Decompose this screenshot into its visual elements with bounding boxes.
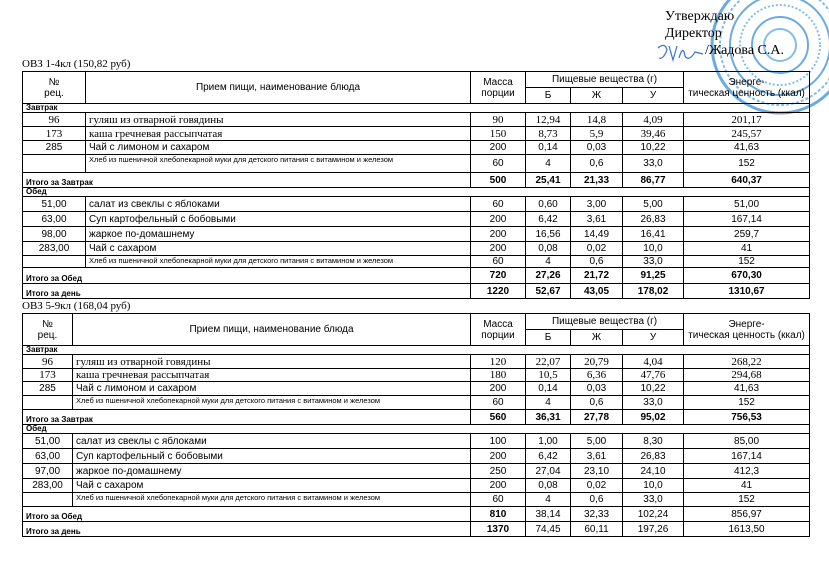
- fat-cell: 0,02: [571, 242, 623, 256]
- carbs-cell: 10,22: [623, 141, 684, 155]
- protein-cell: 27,04: [526, 464, 571, 479]
- section-row: [23, 346, 810, 355]
- day-total-value: 1220: [471, 284, 526, 299]
- total-value: 38,14: [526, 507, 571, 522]
- energy-cell: 259,7: [684, 227, 810, 242]
- menu-table: [22, 313, 810, 537]
- energy-cell: 51,00: [684, 197, 810, 212]
- dish-name-cell: гуляш из отварной говядины: [86, 113, 471, 127]
- table-caption: ОВЗ 1-4кл (150,82 руб): [22, 58, 131, 70]
- energy-cell: 85,00: [684, 434, 810, 449]
- header-mass-line1: Масса: [483, 76, 513, 88]
- energy-cell: 167,14: [684, 449, 810, 464]
- menu-document: [22, 57, 809, 537]
- protein-cell: 8,73: [526, 127, 571, 141]
- dish-name-cell: Хлеб из пшеничной хлебопекарной муки для детского питания с витамином и железом: [86, 155, 471, 173]
- portion-mass-cell: 60: [471, 396, 526, 410]
- day-total-label: Итого за день: [23, 522, 471, 537]
- energy-cell: 41,63: [684, 141, 810, 155]
- carbs-cell: 4,04: [623, 355, 684, 369]
- total-value: 95,02: [623, 410, 684, 425]
- energy-cell: 41: [684, 242, 810, 256]
- fat-cell: 6,36: [571, 369, 623, 382]
- fat-cell: 0,6: [571, 493, 623, 507]
- table-row: [23, 256, 810, 268]
- carbs-cell: 8,30: [623, 434, 684, 449]
- fat-cell: 23,10: [571, 464, 623, 479]
- dish-name-cell: Чай с лимоном и сахаром: [73, 382, 471, 396]
- energy-cell: 294,68: [684, 369, 810, 382]
- header-mass-line2: порции: [481, 87, 515, 99]
- header-nutrients: Пищевые вещества (г): [526, 72, 684, 88]
- table-row: [23, 227, 810, 242]
- dish-name-cell: гуляш из отварной говядины: [73, 355, 471, 369]
- protein-cell: 12,94: [526, 113, 571, 127]
- protein-cell: 1,00: [526, 434, 571, 449]
- portion-mass-cell: 200: [471, 141, 526, 155]
- dish-name-cell: каша гречневая рассыпчатая: [73, 369, 471, 382]
- day-total-row: [23, 284, 810, 299]
- day-total-value: 60,11: [571, 522, 623, 537]
- dish-name-cell: жаркое по-домашнему: [86, 227, 471, 242]
- protein-cell: 22,07: [526, 355, 571, 369]
- section-row: [23, 188, 810, 197]
- fat-cell: 0,6: [571, 396, 623, 410]
- section-title: Обед: [23, 188, 810, 197]
- fat-cell: 3,61: [571, 212, 623, 227]
- header-fat: Ж: [571, 88, 623, 104]
- table-row: [23, 382, 810, 396]
- energy-cell: 167,14: [684, 212, 810, 227]
- carbs-cell: 33,0: [623, 256, 684, 268]
- approval-title: Утверждаю: [665, 9, 735, 24]
- protein-cell: 4: [526, 493, 571, 507]
- day-total-value: 197,26: [623, 522, 684, 537]
- recipe-number-cell: [23, 155, 86, 173]
- fat-cell: 20,79: [571, 355, 623, 369]
- dish-name-cell: Чай с сахаром: [73, 479, 471, 493]
- header-energy-line2: тическая ценность (ккал): [688, 87, 805, 99]
- header-nutrients: Пищевые вещества (г): [526, 314, 684, 330]
- header-mass-line2: порции: [481, 329, 515, 341]
- header-energy-line2: тическая ценность (ккал): [688, 329, 805, 341]
- header-protein: Б: [526, 88, 571, 104]
- total-value: 32,33: [571, 507, 623, 522]
- section-title: Завтрак: [23, 346, 810, 355]
- header-energy-line1: Энерге-: [728, 318, 765, 330]
- dish-name-cell: Хлеб из пшеничной хлебопекарной муки для детского питания с витамином и железом: [73, 396, 471, 410]
- recipe-number-cell: 51,00: [23, 197, 86, 212]
- header-row: [23, 314, 810, 330]
- total-label: Итого за Обед: [23, 507, 471, 522]
- section-row: [23, 104, 810, 113]
- header-row: [23, 72, 810, 88]
- protein-cell: 0,08: [526, 242, 571, 256]
- header-portion-mass: [471, 314, 526, 346]
- dish-name-cell: Суп картофельный с бобовыми: [86, 212, 471, 227]
- protein-cell: 10,5: [526, 369, 571, 382]
- table-row: [23, 464, 810, 479]
- table-row: [23, 355, 810, 369]
- carbs-cell: 33,0: [623, 155, 684, 173]
- day-total-value: 52,67: [526, 284, 571, 299]
- total-row: [23, 410, 810, 425]
- dish-name-cell: Суп картофельный с бобовыми: [73, 449, 471, 464]
- energy-cell: 268,22: [684, 355, 810, 369]
- total-value: 720: [471, 268, 526, 284]
- day-total-row: [23, 522, 810, 537]
- table-row: [23, 493, 810, 507]
- header-portion-mass: [471, 72, 526, 104]
- header-carbs: У: [623, 330, 684, 346]
- fat-cell: 3,00: [571, 197, 623, 212]
- portion-mass-cell: 120: [471, 355, 526, 369]
- carbs-cell: 33,0: [623, 396, 684, 410]
- total-label: Итого за Завтрак: [23, 173, 471, 188]
- day-total-value: 1613,50: [684, 522, 810, 537]
- recipe-number-cell: [23, 396, 73, 410]
- total-value: 102,24: [623, 507, 684, 522]
- day-total-value: 43,05: [571, 284, 623, 299]
- recipe-number-cell: 96: [23, 355, 73, 369]
- header-recipe-number-line2: рец.: [37, 329, 58, 341]
- header-dish-name: Прием пищи, наименование блюда: [86, 72, 471, 104]
- total-value: 810: [471, 507, 526, 522]
- fat-cell: 14,8: [571, 113, 623, 127]
- carbs-cell: 10,0: [623, 242, 684, 256]
- energy-cell: 152: [684, 256, 810, 268]
- recipe-number-cell: 97,00: [23, 464, 73, 479]
- header-recipe-number: [23, 314, 73, 346]
- day-total-label: Итого за день: [23, 284, 471, 299]
- recipe-number-cell: 285: [23, 141, 86, 155]
- table-row: [23, 396, 810, 410]
- dish-name-cell: Чай с сахаром: [86, 242, 471, 256]
- energy-cell: 245,57: [684, 127, 810, 141]
- protein-cell: 0,14: [526, 382, 571, 396]
- protein-cell: 16,56: [526, 227, 571, 242]
- total-value: 36,31: [526, 410, 571, 425]
- dish-name-cell: жаркое по-домашнему: [73, 464, 471, 479]
- table-row: [23, 197, 810, 212]
- header-recipe-number: [23, 72, 86, 104]
- dish-name-cell: салат из свеклы с яблоками: [73, 434, 471, 449]
- header-recipe-number-line1: №: [42, 318, 53, 330]
- carbs-cell: 24,10: [623, 464, 684, 479]
- recipe-number-cell: 285: [23, 382, 73, 396]
- carbs-cell: 26,83: [623, 449, 684, 464]
- total-value: 21,72: [571, 268, 623, 284]
- table-row: [23, 212, 810, 227]
- energy-cell: 201,17: [684, 113, 810, 127]
- protein-cell: 6,42: [526, 212, 571, 227]
- protein-cell: 0,14: [526, 141, 571, 155]
- table-row: [23, 141, 810, 155]
- recipe-number-cell: [23, 256, 86, 268]
- header-energy-line1: Энерге-: [728, 76, 765, 88]
- dish-name-cell: каша гречневая рассыпчатая: [86, 127, 471, 141]
- total-label: Итого за Обед: [23, 268, 471, 284]
- portion-mass-cell: 60: [471, 155, 526, 173]
- total-value: 856,97: [684, 507, 810, 522]
- portion-mass-cell: 200: [471, 242, 526, 256]
- protein-cell: 4: [526, 155, 571, 173]
- portion-mass-cell: 200: [471, 479, 526, 493]
- total-value: 640,37: [684, 173, 810, 188]
- fat-cell: 0,6: [571, 155, 623, 173]
- header-protein: Б: [526, 330, 571, 346]
- dish-name-cell: Хлеб из пшеничной хлебопекарной муки для детского питания с витамином и железом: [73, 493, 471, 507]
- recipe-number-cell: 51,00: [23, 434, 73, 449]
- carbs-cell: 26,83: [623, 212, 684, 227]
- recipe-number-cell: 173: [23, 369, 73, 382]
- carbs-cell: 33,0: [623, 493, 684, 507]
- day-total-value: 74,45: [526, 522, 571, 537]
- carbs-cell: 10,22: [623, 382, 684, 396]
- recipe-number-cell: 283,00: [23, 242, 86, 256]
- day-total-value: 1310,67: [684, 284, 810, 299]
- section-row: [23, 425, 810, 434]
- total-value: 670,30: [684, 268, 810, 284]
- table-row: [23, 434, 810, 449]
- portion-mass-cell: 90: [471, 113, 526, 127]
- fat-cell: 5,00: [571, 434, 623, 449]
- recipe-number-cell: 63,00: [23, 212, 86, 227]
- protein-cell: 0,60: [526, 197, 571, 212]
- fat-cell: 0,02: [571, 479, 623, 493]
- table-row: [23, 449, 810, 464]
- total-value: 500: [471, 173, 526, 188]
- total-value: 25,41: [526, 173, 571, 188]
- table-row: [23, 479, 810, 493]
- approval-position: Директор: [665, 26, 722, 41]
- day-total-value: 1370: [471, 522, 526, 537]
- table-row: [23, 155, 810, 173]
- header-energy: [684, 72, 810, 104]
- recipe-number-cell: 283,00: [23, 479, 73, 493]
- header-fat: Ж: [571, 330, 623, 346]
- total-value: 86,77: [623, 173, 684, 188]
- header-energy: [684, 314, 810, 346]
- header-dish-name: Прием пищи, наименование блюда: [73, 314, 471, 346]
- table-row: [23, 113, 810, 127]
- total-value: 560: [471, 410, 526, 425]
- recipe-number-cell: [23, 493, 73, 507]
- dish-name-cell: салат из свеклы с яблоками: [86, 197, 471, 212]
- protein-cell: 4: [526, 396, 571, 410]
- carbs-cell: 47,76: [623, 369, 684, 382]
- recipe-number-cell: 173: [23, 127, 86, 141]
- total-value: 27,26: [526, 268, 571, 284]
- portion-mass-cell: 60: [471, 256, 526, 268]
- table-caption: ОВЗ 5-9кл (168,04 руб): [22, 300, 131, 312]
- section-title: Обед: [23, 425, 810, 434]
- header-mass-line1: Масса: [483, 318, 513, 330]
- portion-mass-cell: 200: [471, 449, 526, 464]
- total-value: 91,25: [623, 268, 684, 284]
- table-row: [23, 369, 810, 382]
- header-recipe-number-line2: рец.: [44, 87, 64, 99]
- recipe-number-cell: 98,00: [23, 227, 86, 242]
- fat-cell: 0,6: [571, 256, 623, 268]
- portion-mass-cell: 200: [471, 212, 526, 227]
- total-row: [23, 507, 810, 522]
- fat-cell: 5,9: [571, 127, 623, 141]
- fat-cell: 3,61: [571, 449, 623, 464]
- day-total-value: 178,02: [623, 284, 684, 299]
- header-recipe-number-line1: №: [48, 76, 60, 88]
- table-row: [23, 127, 810, 141]
- portion-mass-cell: 150: [471, 127, 526, 141]
- dish-name-cell: Чай с лимоном и сахаром: [86, 141, 471, 155]
- portion-mass-cell: 100: [471, 434, 526, 449]
- total-value: 27,78: [571, 410, 623, 425]
- carbs-cell: 16,41: [623, 227, 684, 242]
- carbs-cell: 4,09: [623, 113, 684, 127]
- protein-cell: 0,08: [526, 479, 571, 493]
- portion-mass-cell: 60: [471, 197, 526, 212]
- total-row: [23, 173, 810, 188]
- energy-cell: 412,3: [684, 464, 810, 479]
- portion-mass-cell: 180: [471, 369, 526, 382]
- fat-cell: 14,49: [571, 227, 623, 242]
- approval-signer: /Жадова С.А.: [705, 43, 785, 58]
- energy-cell: 152: [684, 493, 810, 507]
- total-value: 21,33: [571, 173, 623, 188]
- energy-cell: 41,63: [684, 382, 810, 396]
- total-label: Итого за Завтрак: [23, 410, 471, 425]
- carbs-cell: 39,46: [623, 127, 684, 141]
- menu-table: [22, 71, 810, 299]
- protein-cell: 4: [526, 256, 571, 268]
- signature: [655, 40, 705, 65]
- fat-cell: 0,03: [571, 141, 623, 155]
- portion-mass-cell: 60: [471, 493, 526, 507]
- fat-cell: 0,03: [571, 382, 623, 396]
- total-value: 756,53: [684, 410, 810, 425]
- total-row: [23, 268, 810, 284]
- portion-mass-cell: 200: [471, 382, 526, 396]
- energy-cell: 41: [684, 479, 810, 493]
- header-carbs: У: [623, 88, 684, 104]
- carbs-cell: 10,0: [623, 479, 684, 493]
- carbs-cell: 5,00: [623, 197, 684, 212]
- table-row: [23, 242, 810, 256]
- portion-mass-cell: 200: [471, 227, 526, 242]
- recipe-number-cell: 96: [23, 113, 86, 127]
- section-title: Завтрак: [23, 104, 810, 113]
- energy-cell: 152: [684, 155, 810, 173]
- energy-cell: 152: [684, 396, 810, 410]
- dish-name-cell: Хлеб из пшеничной хлебопекарной муки для детского питания с витамином и железом: [86, 256, 471, 268]
- protein-cell: 6,42: [526, 449, 571, 464]
- recipe-number-cell: 63,00: [23, 449, 73, 464]
- portion-mass-cell: 250: [471, 464, 526, 479]
